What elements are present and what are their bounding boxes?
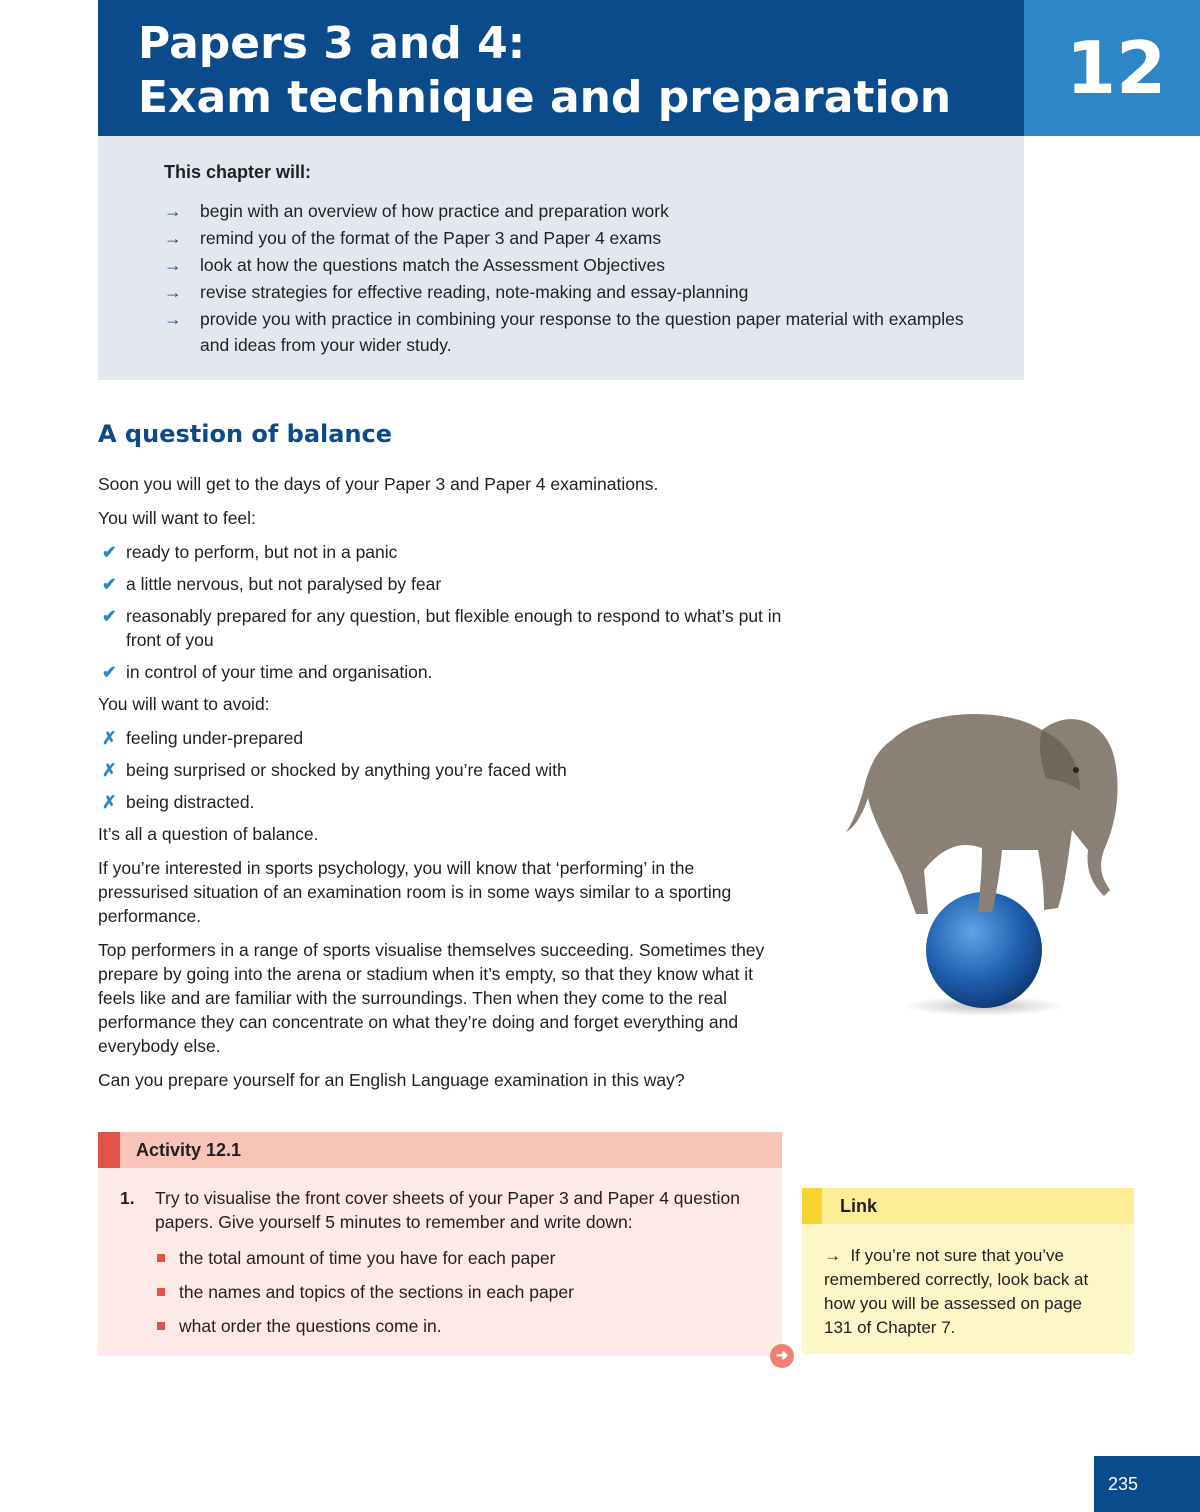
bullet-square-icon bbox=[157, 1288, 165, 1296]
link-box bbox=[802, 1188, 1134, 1354]
chapter-header bbox=[98, 0, 1024, 136]
arrow-right-icon: → bbox=[164, 228, 182, 248]
avoid-list bbox=[98, 726, 788, 814]
circle-arrow-icon[interactable]: ➜ bbox=[770, 1344, 794, 1368]
objectives-list bbox=[164, 198, 984, 359]
cross-icon: ✗ bbox=[102, 728, 117, 748]
objective-item: → revise strategies for effective reading, note-making and essay-planning bbox=[164, 279, 984, 305]
feel-item: ✔ ready to perform, but not in a panic bbox=[102, 542, 398, 562]
activity-item: what order the questions come in. bbox=[155, 1314, 750, 1338]
activity-header bbox=[98, 1132, 782, 1168]
feel-item: ✔ a little nervous, but not paralysed by fear bbox=[102, 574, 442, 594]
avoid-item: ✗ being surprised or shocked by anything you’re faced with bbox=[102, 760, 567, 780]
section-heading: A question of balance bbox=[98, 420, 393, 448]
objective-item: → look at how the questions match the Assessment Objectives bbox=[164, 252, 984, 278]
balance-paragraph: It’s all a question of balance. bbox=[98, 824, 319, 844]
feel-item: ✔ in control of your time and organisation. bbox=[102, 662, 433, 682]
chapter-title-line-1: Papers 3 and 4: bbox=[138, 18, 526, 69]
check-icon: ✔ bbox=[102, 574, 117, 594]
cross-icon: ✗ bbox=[102, 792, 117, 812]
check-icon: ✔ bbox=[102, 662, 117, 682]
activity-title: Activity 12.1 bbox=[136, 1140, 242, 1160]
intro-paragraph: Soon you will get to the days of your Paper 3 and Paper 4 examinations. bbox=[98, 474, 659, 494]
link-accent-bar bbox=[802, 1188, 822, 1224]
want-avoid-label: You will want to avoid: bbox=[98, 694, 270, 714]
link-title: Link bbox=[840, 1196, 878, 1216]
objective-item: → begin with an overview of how practice and preparation work bbox=[164, 198, 984, 224]
activity-list bbox=[155, 1246, 750, 1338]
bullet-square-icon bbox=[157, 1254, 165, 1262]
section-body bbox=[98, 472, 788, 1102]
objective-item: → remind you of the format of the Paper 3 and Paper 4 exams bbox=[164, 225, 984, 251]
cross-icon: ✗ bbox=[102, 760, 117, 780]
question-text: Try to visualise the front cover sheets of your Paper 3 and Paper 4 question papers. Give yourself 5 minutes to remember and write down: bbox=[155, 1188, 740, 1232]
activity-accent-bar bbox=[98, 1132, 120, 1168]
page-number: 235 bbox=[1108, 1474, 1139, 1494]
sports-paragraph: If you’re interested in sports psychology, you will know that ‘performing’ in the pressurised situation of an examination room is in some ways similar to a sporting performance. bbox=[98, 858, 732, 926]
activity-question bbox=[120, 1186, 750, 1348]
feel-item: ✔ reasonably prepared for any question, but flexible enough to respond to what’s put in front of you bbox=[102, 606, 782, 650]
activity-box bbox=[98, 1132, 782, 1356]
check-icon: ✔ bbox=[102, 606, 117, 626]
chapter-objectives bbox=[98, 136, 1024, 380]
activity-item: the total amount of time you have for each paper bbox=[155, 1246, 750, 1270]
question-paragraph: Can you prepare yourself for an English Language examination in this way? bbox=[98, 1070, 685, 1090]
page-number-box bbox=[1094, 1456, 1200, 1512]
chapter-number-box bbox=[1024, 0, 1200, 136]
bullet-square-icon bbox=[157, 1322, 165, 1330]
arrow-right-icon: → bbox=[164, 255, 182, 275]
link-body[interactable]: If you’re not sure that you’ve remembered correctly, look back at how you will be assessed on page 131 of Chapter 7. bbox=[824, 1246, 1089, 1337]
arrow-right-icon: → bbox=[824, 1246, 841, 1265]
check-icon: ✔ bbox=[102, 542, 117, 562]
elephant-on-ball-image bbox=[832, 700, 1132, 1020]
arrow-right-icon: → bbox=[164, 282, 182, 302]
objective-item: → provide you with practice in combining your response to the question paper material with examples and ideas from your wider study. bbox=[164, 306, 984, 358]
performers-paragraph: Top performers in a range of sports visualise themselves succeeding. Sometimes they prepare by going into the arena or stadium when it’s empty, so that they know what it feels like and are familiar with the surroundings. Then when they come to the real performance they can concentrate on what they’re doing and forget everything and everybody else. bbox=[98, 940, 765, 1056]
feel-list bbox=[98, 540, 788, 684]
chapter-title-line-2: Exam technique and preparation bbox=[138, 72, 952, 123]
avoid-item: ✗ being distracted. bbox=[102, 792, 255, 812]
link-text bbox=[824, 1244, 1114, 1340]
question-number: 1. bbox=[120, 1188, 135, 1208]
objectives-heading: This chapter will: bbox=[164, 162, 312, 182]
avoid-item: ✗ feeling under-prepared bbox=[102, 728, 304, 748]
activity-item: the names and topics of the sections in each paper bbox=[155, 1280, 750, 1304]
chapter-number: 12 bbox=[1066, 26, 1167, 110]
link-header bbox=[802, 1188, 1134, 1224]
want-feel-label: You will want to feel: bbox=[98, 508, 256, 528]
arrow-right-icon: → bbox=[164, 309, 182, 329]
arrow-right-icon: → bbox=[164, 201, 182, 221]
